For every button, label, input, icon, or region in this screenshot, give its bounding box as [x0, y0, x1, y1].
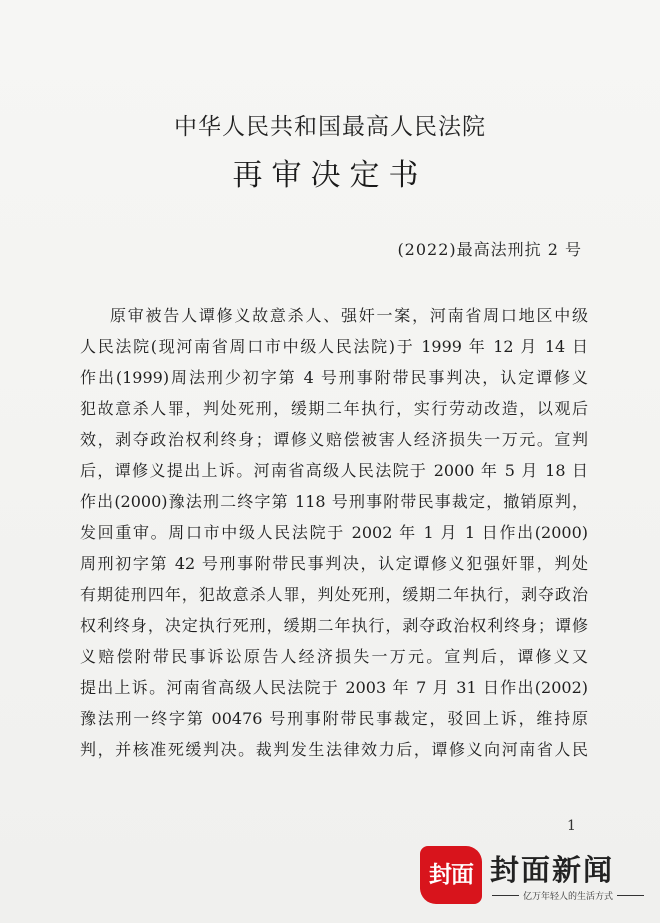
court-name: 中华人民共和国最高人民法院: [174, 114, 486, 140]
watermark-brand-name: 封面新闻: [490, 853, 615, 887]
fengmian-news-watermark: [420, 846, 645, 916]
body-line: 判，并核准死缓判决。裁判发生法律效力后，谭修义向河南省人民: [80, 740, 588, 759]
body-line: 发回重审。周口市中级人民法院于 2002 年 1 月 1 日作出(2000): [80, 523, 588, 542]
body-line: 权利终身，决定执行死刑，缓期二年执行，剥夺政治权利终身；谭修: [80, 616, 588, 635]
document-title: 再审决定书: [232, 158, 428, 193]
watermark-slogan: 亿万年轻人的生活方式: [523, 892, 614, 902]
fengmian-logo-icon: 封面: [420, 846, 482, 904]
body-line: 作出(2000)豫法刑二终字第 118 号刑事附带民事裁定，撤销原判，: [80, 492, 588, 511]
slogan-divider: [492, 895, 519, 896]
body-line: 犯故意杀人罪，判处死刑，缓期二年执行，实行劳动改造，以观后: [80, 399, 588, 418]
body-line: 有期徒刑四年，犯故意杀人罪，判处死刑，缓期二年执行，剥夺政治: [80, 585, 588, 604]
page-number: 1: [567, 818, 576, 834]
body-line: 后，谭修义提出上诉。河南省高级人民法院于 2000 年 5 月 18 日: [80, 461, 588, 480]
case-number: (2022)最高法刑抗 2 号: [397, 240, 582, 259]
body-line: 作出(1999)周法刑少初字第 4 号刑事附带民事判决，认定谭修义: [80, 368, 588, 387]
watermark-slogan-row: [492, 889, 644, 902]
decision-body: [80, 300, 588, 765]
body-line: 提出上诉。河南省高级人民法院于 2003 年 7 月 31 日作出(2002): [80, 678, 588, 697]
body-line: 豫法刑一终字第 00476 号刑事附带民事裁定，驳回上诉，维持原: [80, 709, 588, 728]
body-line: 原审被告人谭修义故意杀人、强奸一案，河南省周口地区中级: [110, 306, 588, 325]
body-line: 义赔偿附带民事诉讼原告人经济损失一万元。宣判后，谭修义又: [80, 647, 588, 666]
body-line: 周刑初字第 42 号刑事附带民事判决，认定谭修义犯强奸罪，判处: [80, 554, 588, 573]
body-line: 效，剥夺政治权利终身；谭修义赔偿被害人经济损失一万元。宣判: [80, 430, 588, 449]
slogan-divider: [617, 895, 644, 896]
body-line: 人民法院(现河南省周口市中级人民法院)于 1999 年 12 月 14 日: [80, 337, 588, 356]
